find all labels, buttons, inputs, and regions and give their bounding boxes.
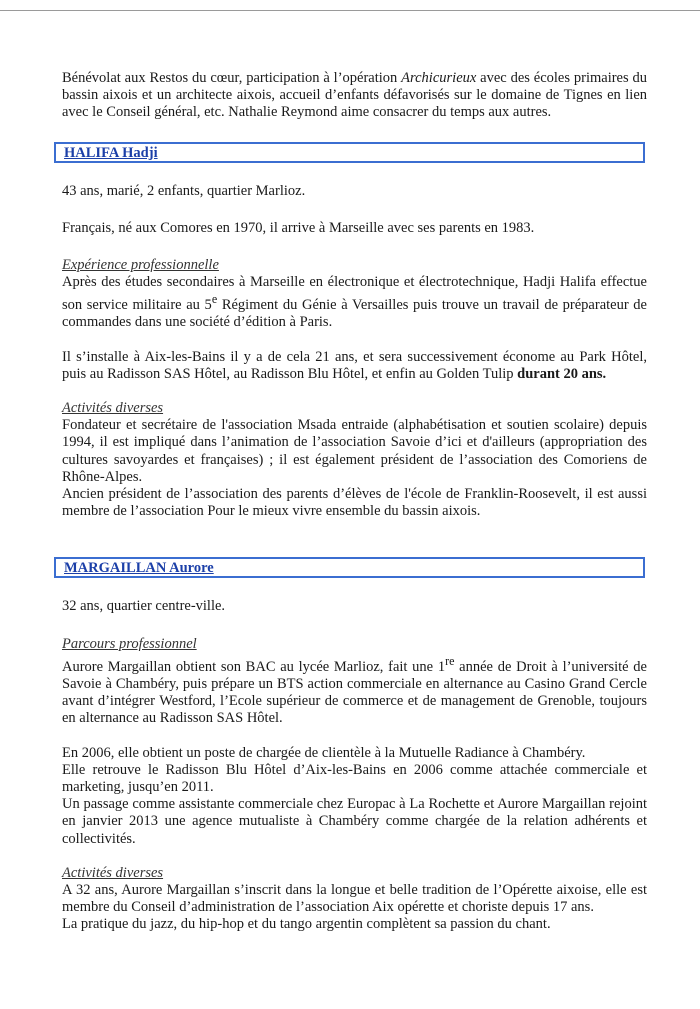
intro-paragraph: [62, 70, 647, 122]
margaillan-career-title: Parcours professionnel: [62, 635, 197, 652]
margaillan-career-text-a: Aurore Margaillan obtient son BAC au lycée Marlioz, fait une 1: [62, 658, 446, 675]
halifa-experience-p1: [62, 274, 647, 331]
halifa-exp-text-b: Régiment du Génie à Versailles puis trouve un travail de préparateur de commandes dans une société d’édition à Paris.: [62, 297, 647, 331]
halifa-experience-p2: [62, 349, 647, 383]
halifa-exp2-text: Il s’installe à Aix-les-Bains il y a de cela 21 ans, et sera successivement économe au Park Hôtel, puis au Radisson SAS Hôtel, au Radisson Blu Hôtel, et enfin au Golden Tulip: [62, 348, 647, 382]
margaillan-career-sup: re: [445, 653, 455, 668]
halifa-exp2-bold: durant 20 ans.: [517, 365, 607, 382]
document-body: [62, 70, 647, 934]
halifa-activities-title: Activités diverses: [62, 400, 164, 417]
margaillan-age-line: 32 ans, quartier centre-ville.: [62, 598, 226, 615]
halifa-exp-text-a: Après des études secondaires à Marseille en électronique et électrotechnique, Hadji Halifa effectue son service militaire au 5: [62, 274, 647, 314]
section-name-margaillan: MARGAILLAN Aurore: [64, 560, 214, 577]
intro-text-start: Bénévolat aux Restos du cœur, participation à l’opération: [62, 70, 402, 86]
margaillan-career-p1: [62, 653, 647, 728]
intro-italic-term: Archicurieux: [401, 70, 477, 86]
halifa-age-line: 43 ans, marié, 2 enfants, quartier Marlioz.: [62, 182, 306, 199]
margaillan-activities-p2: La pratique du jazz, du hip-hop et du tango argentin complètent sa passion du chant.: [62, 916, 551, 933]
margaillan-career-text-b: année de Droit à l’université de Savoie à Chambéry, puis prépare un BTS action commerciale en alternance au Casino Grand Cercle avant d’intégrer Westford, l’Ecole supérieur de commerce et de management de Grenoble, toujours en alternance au Radisson SAS Hôtel.: [62, 658, 647, 727]
halifa-experience-title: Expérience professionnelle: [62, 257, 219, 274]
margaillan-career-p2: En 2006, elle obtient un poste de chargée de clientèle à la Mutuelle Radiance à Chambéry.: [62, 744, 586, 761]
top-rule: [0, 10, 700, 11]
halifa-origin-line: Français, né aux Comores en 1970, il arrive à Marseille avec ses parents en 1983.: [62, 219, 535, 236]
halifa-activities-p2: Ancien président de l’association des parents d’élèves de l'école de Franklin-Roosevelt, il est aussi membre de l’association Pour le mieux vivre ensemble du bassin aixois.: [62, 486, 647, 520]
margaillan-activities-title: Activités diverses: [62, 864, 164, 881]
intro-text-end: avec des écoles primaires du bassin aixois et un architecte aixois, accueil d’enfants défavorisés sur le domaine de Tignes en lien avec le Conseil général, etc. Nathalie Reymond aime consacrer du temps aux autres.: [62, 70, 647, 121]
section-header-halifa: [54, 142, 645, 163]
margaillan-activities-p1: A 32 ans, Aurore Margaillan s’inscrit dans la longue et belle tradition de l’Opérette aixoise, elle est membre du Conseil d’administration de l’association Aix opérette et choriste depuis 17 ans.: [62, 881, 647, 916]
section-header-margaillan: [54, 557, 645, 578]
section-name-halifa: HALIFA Hadji: [64, 144, 158, 161]
halifa-activities-p1: Fondateur et secrétaire de l'association Msada entraide (alphabétisation et soutien scolaire) depuis 1994, il est impliqué dans l’animation de l’association Savoie d’ici et d'ailleurs (appropriation des cultures savoyardes et françaises) ; il est également président de l’association des Comoriens de Rhône-Alpes.: [62, 417, 647, 485]
halifa-exp-sup: e: [211, 292, 218, 307]
margaillan-career-p4: Un passage comme assistante commerciale chez Europac à La Rochette et Aurore Margaillan rejoint en janvier 2013 une agence mutualiste à Chambéry comme chargée de la relation adhérents et collectivités.: [62, 796, 647, 847]
margaillan-career-p3: Elle retrouve le Radisson Blu Hôtel d’Aix-les-Bains en 2006 comme attachée commerciale et marketing, jusqu’en 2011.: [62, 761, 647, 795]
